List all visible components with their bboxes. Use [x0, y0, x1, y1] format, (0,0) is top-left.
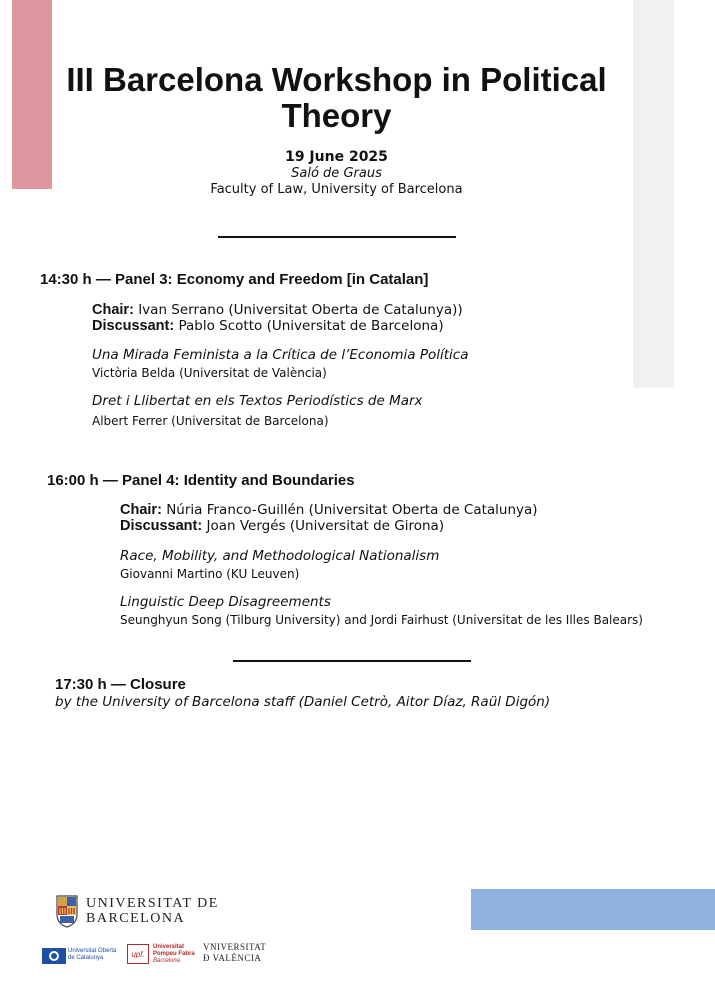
- discussant-label: Discussant:: [92, 318, 175, 334]
- uoc-logo-icon: [42, 948, 66, 964]
- upf-logo-text: [153, 944, 195, 965]
- discussant-label: Discussant:: [120, 518, 203, 534]
- panel-4-chair: [120, 502, 538, 519]
- upf-line3: Barcelona: [153, 958, 181, 964]
- talk-authors: Albert Ferrer (Universitat de Barcelona): [92, 414, 329, 428]
- ub-logo-line2: BARCELONA: [86, 911, 186, 926]
- panel-4-chair-name: Núria Franco-Guillén (Universitat Oberta de Catalunya): [166, 502, 538, 518]
- talk-authors: Victòria Belda (Universitat de València): [92, 366, 327, 380]
- ub-shield-icon: [55, 894, 79, 928]
- panel-3-heading: 14:30 h — Panel 3: Economy and Freedom [in Catalan]: [40, 271, 429, 288]
- divider: [218, 236, 456, 238]
- talk-authors: Giovanni Martino (KU Leuven): [120, 567, 300, 581]
- uv-line2: Ð VALÈNCIA: [203, 953, 262, 963]
- panel-3-chair-name: Ivan Serrano (Universitat Oberta de Catalunya)): [138, 302, 463, 318]
- decorative-pink-bar: [12, 0, 52, 189]
- uv-line1: VNIVERSITAT: [203, 942, 267, 952]
- upf-mark: upf.: [131, 950, 145, 959]
- uoc-line2: de Catalunya: [68, 955, 104, 961]
- upf-line1: Universitat: [153, 944, 185, 950]
- talk-authors: Seunghyun Song (Tilburg University) and Jordi Fairhust (Universitat de les Illes Balears): [120, 613, 643, 627]
- talk-title: Dret i Llibertat en els Textos Periodístics de Marx: [92, 393, 423, 409]
- talk-title: Linguistic Deep Disagreements: [120, 594, 331, 610]
- page-title: III Barcelona Workshop in Political Theory: [66, 61, 607, 134]
- upf-line2: Pompeu Fabra: [153, 951, 195, 957]
- panel-3-discussant-name: Pablo Scotto (Universitat de Barcelona): [178, 318, 444, 334]
- closing-heading: 17:30 h — Closure: [55, 676, 186, 693]
- closing-staff: by the University of Barcelona staff (Daniel Cetrò, Aitor Díaz, Raül Digón): [55, 694, 551, 710]
- uoc-logo-text: [68, 948, 116, 962]
- decorative-blue-bar: [471, 889, 715, 930]
- panel-4-discussant-name: Joan Vergés (Universitat de Girona): [206, 518, 445, 534]
- chair-label: Chair:: [120, 502, 162, 518]
- upf-logo-icon: [127, 944, 149, 964]
- panel-3-discussant: [92, 318, 444, 335]
- chair-label: Chair:: [92, 302, 134, 318]
- event-date: 19 June 2025: [285, 149, 388, 165]
- uv-logo-text: [203, 942, 266, 964]
- panel-3-chair: [92, 302, 463, 319]
- event-venue: Saló de Graus: [291, 166, 382, 181]
- event-faculty: Faculty of Law, University of Barcelona: [210, 182, 463, 197]
- uoc-line1: Universitat Oberta: [68, 948, 117, 954]
- ub-logo-line1: UNIVERSITAT DE: [86, 896, 219, 911]
- divider: [233, 660, 471, 662]
- panel-4-discussant: [120, 518, 444, 535]
- panel-4-heading: 16:00 h — Panel 4: Identity and Boundaries: [47, 472, 355, 489]
- talk-title: Race, Mobility, and Methodological Nationalism: [120, 548, 440, 564]
- decorative-grey-bar: [633, 0, 674, 388]
- talk-title: Una Mirada Feminista a la Crítica de l’Economia Política: [92, 347, 469, 363]
